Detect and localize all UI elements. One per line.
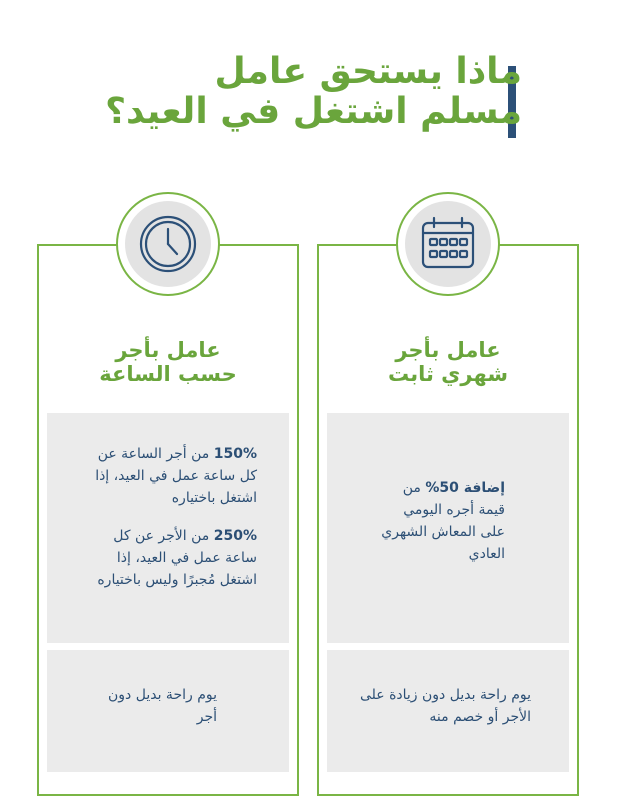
monthly-extra-pay-panel	[327, 413, 569, 643]
hourly-rate-forced: 250% من الأجر عن كل ساعة عمل في العيد، إذا اشتغل مُجبرًا وليس باختياره	[97, 528, 257, 588]
monthly-icon-badge	[396, 192, 500, 296]
page-title	[105, 52, 522, 132]
monthly-day-off-text: يوم راحة بديل دون زيادة على الأجر أو خصم منه	[359, 687, 531, 725]
hourly-rate-voluntary: 150% من أجر الساعة عن كل ساعة عمل في العيد، إذا اشتغل باختياره	[95, 446, 257, 506]
hourly-card-heading: عامل بأجر حسب الساعة	[99, 338, 237, 386]
monthly-wage-card	[317, 244, 579, 796]
monthly-extra-description: من قيمة أجره اليومي على المعاش الشهري العادي	[381, 480, 505, 562]
title-line-1: ماذا يستحق عامل	[214, 51, 522, 92]
hourly-day-off-text: يوم راحة بديل دون أجر	[108, 687, 217, 725]
hourly-day-off-panel	[47, 650, 289, 772]
monthly-card-heading: عامل بأجر شهري ثابت	[387, 338, 509, 386]
calendar-icon	[417, 213, 479, 275]
title-line-2: مسلم اشتغل في العيد؟	[105, 91, 522, 132]
hourly-rates-panel	[47, 413, 289, 643]
hourly-icon-badge	[116, 192, 220, 296]
monthly-day-off-panel	[327, 650, 569, 772]
clock-icon	[137, 213, 199, 275]
monthly-extra-percent: إضافة 50%	[425, 480, 505, 496]
hourly-wage-card	[37, 244, 299, 796]
